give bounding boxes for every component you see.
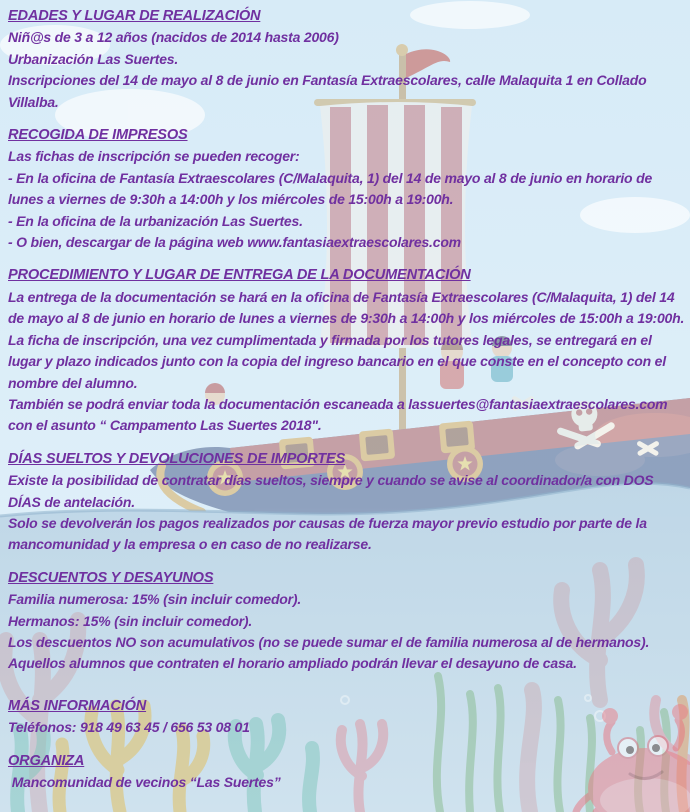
- paragraph: Las fichas de inscripción se pueden recoger:: [8, 148, 300, 165]
- paragraph: Urbanización Las Suertes.: [8, 50, 179, 67]
- paragraph: Niñ@s de 3 a 12 años (nacidos de 2014 hasta 2006): [8, 29, 339, 46]
- paragraph: Existe la posibilidad de contratar días sueltos, siempre y cuando se avise al coordinador/a con DOS DÍAS de antelación.: [8, 472, 658, 510]
- organizer-name: Mancomunidad de vecinos “Las Suertes”: [8, 774, 281, 790]
- section-heading: DÍAS SUELTOS Y DEVOLUCIONES DE IMPORTES: [8, 450, 346, 467]
- paragraph: - En la oficina de la urbanización Las Suertes.: [8, 212, 303, 229]
- section-mas-informacion: [8, 696, 686, 739]
- paragraph: - En la oficina de Fantasía Extraescolares (C/Malaquita, 1) del 14 de mayo al 8 de junio en horario de lunes a viernes de 9:30h a 14:00h y los miércoles de 15:00h a 19:00h.: [8, 169, 656, 208]
- paragraph: Familia numerosa: 15% (sin incluir comedor).: [8, 591, 302, 608]
- paragraph: Solo se devolverán los pagos realizados por causas de fuerza mayor previo estudio por parte de la mancomunidad y la empresa o en caso de no realizarse.: [8, 514, 651, 553]
- paragraph: Aquellos alumnos que contraten el horario ampliado podrán llevar el desayuno de casa.: [8, 655, 577, 672]
- section-heading: EDADES Y LUGAR DE REALIZACIÓN: [8, 8, 261, 24]
- section-procedimiento: [8, 265, 686, 436]
- section-organiza: [8, 751, 686, 794]
- section-heading: DESCUENTOS Y DESAYUNOS: [8, 569, 214, 586]
- section-edades: [8, 6, 686, 113]
- paragraph: También se podrá enviar toda la documentación escaneada a lassuertes@fantasiaextraescolares.com con el asunto “ Campamento Las Suertes 2018".: [8, 395, 672, 434]
- section-heading: ORGANIZA: [8, 752, 85, 769]
- section-heading: PROCEDIMIENTO Y LUGAR DE ENTREGA DE LA DOCUMENTACIÓN: [8, 267, 471, 284]
- paragraph: - O bien, descargar de la página web www.fantasiaextraescolares.com: [8, 234, 461, 251]
- paragraph: La entrega de la documentación se hará en la oficina de Fantasía Extraescolares (C/Malaquita, 1) del 14 de mayo al 8 de junio en horario de lunes a viernes de 9:30h a 14:00h y los miércoles de 15:00h a 19:00h.: [8, 288, 685, 327]
- section-heading: RECOGIDA DE IMPRESOS: [8, 127, 188, 144]
- paragraph: Inscripciones del 14 de mayo al 8 de junio en Fantasía Extraescolares, calle Malaquita 1 en Collado Villalba.: [8, 72, 651, 110]
- section-heading: MÁS INFORMACIÓN: [8, 697, 147, 714]
- paragraph: Los descuentos NO son acumulativos (no se puede sumar el de familia numerosa al de hermanos).: [8, 633, 650, 650]
- paragraph: Hermanos: 15% (sin incluir comedor).: [8, 612, 253, 629]
- section-recogida: [8, 125, 686, 253]
- section-descuentos: [8, 568, 686, 675]
- section-dias-sueltos: [8, 449, 686, 556]
- paragraph: La ficha de inscripción, una vez cumplimentada y firmada por los tutores legales, se entregará en el lugar y plazo indicados junto con la copia del ingreso bancario en el que conste en el concepto con el nombre del alumno.: [8, 331, 670, 391]
- phone-numbers: Teléfonos: 918 49 63 45 / 656 53 08 01: [8, 719, 250, 736]
